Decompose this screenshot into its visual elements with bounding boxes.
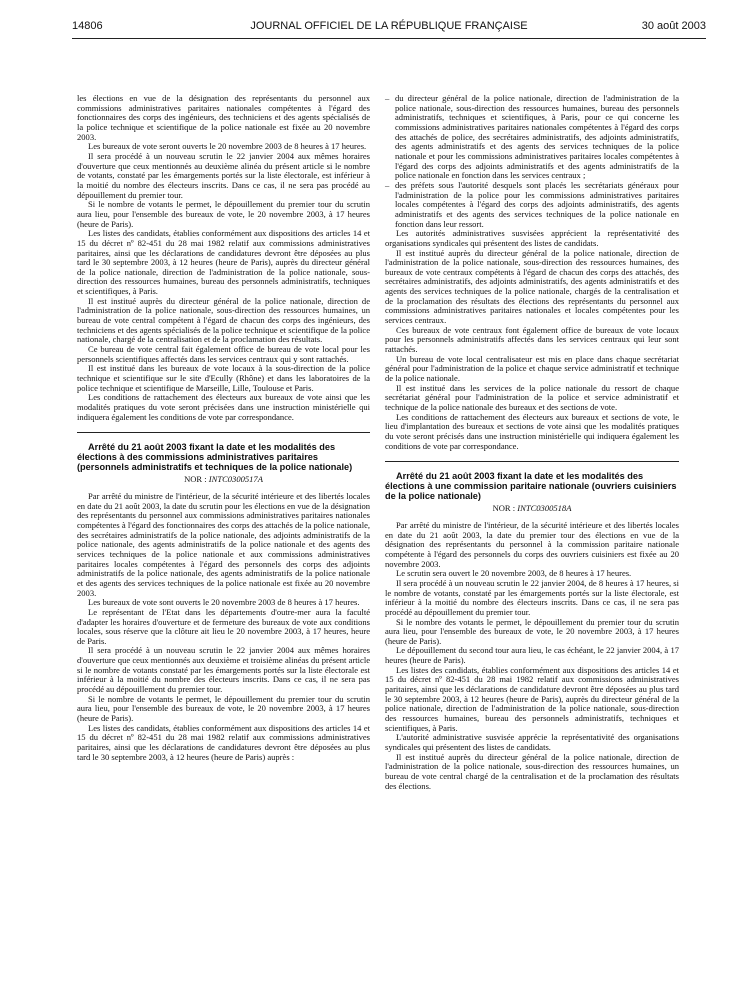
list-item: – du directeur général de la police nationale, direction de l'administration de la police nationale, sous-direction des ressources humaines, bureau des personnels administratifs, techniques et scientifiques, à Paris, pour ce qui concerne les commissions administratives paritaires nationales compétentes à l'égard des corps des attachés de police, des secrétaires administratifs, des adjoints administratifs, des agents administratifs et des agents des services techniques de la police nationale et pour les commissions administratives paritaires locales compétentes à l'égard des corps des adjoints administratifs et des agents administratifs de la police nationale en fonction dans les services centraux ;	[385, 94, 679, 181]
paragraph: Il est institué dans les services de la police nationale du ressort de chaque secrétariat général pour l'administration de la police et service administratif et technique de la police nationale des bureaux et des sections de vote.	[385, 382, 679, 412]
paragraph: Le représentant de l'Etat dans les départements d'outre-mer aura la faculté d'adapter les horaires d'ouverture et de fermeture des bureaux de vote aux conditions locales, sous réserve que la clôture ait lieu le 20 novembre 2003, à 17 heures, heure de Paris.	[77, 606, 370, 646]
right-paragraphs-b	[385, 521, 679, 791]
paragraph: Il sera procédé à un nouveau scrutin le 22 janvier 2004, de 8 heures à 17 heures, si le nombre de votants, constaté par les émargements portés sur la liste électorale, est inférieur à la moitié du nombre des électeurs inscrits. Dans ce cas, il ne sera pas procédé au dépouillement du premier tour.	[385, 577, 679, 617]
nor-label: NOR :	[184, 474, 207, 485]
paragraph: Un bureau de vote local centralisateur est mis en place dans chaque secrétariat général pour l'administration de la police et chaque service administratif et technique de la police nationale.	[385, 353, 679, 384]
nor-reference	[385, 504, 679, 514]
paragraph: Il est institué auprès du directeur général de la police nationale, direction de l'administration de la police nationale, sous-direction des ressources humaines, des bureaux de vote centraux compétents à l'égard de chacun des corps des attachés, des secrétaires administratifs, des adjoints administratifs, des agents administratifs et des agents des services techniques de la police nationale, chargés de la centralisation et de la proclamation des résultats des élections des représentants du personnel aux commissions administratives paritaires nationales et locales compétentes pour les services centraux.	[385, 247, 679, 326]
nor-label: NOR :	[492, 503, 516, 514]
paragraph: Ce bureau de vote central fait également office de bureau de vote local pour les personnels scientifiques affectés dans les services centraux qui y sont rattachés.	[77, 344, 370, 364]
paragraph: Les bureaux de vote seront ouverts le 20 novembre 2003 de 8 heures à 17 heures.	[88, 141, 367, 152]
paragraph: Le dépouillement du second tour aura lieu, le cas échéant, le 22 janvier 2004, à 17 heures (heure de Paris).	[385, 645, 679, 666]
paragraph: les élections en vue de la désignation des représentants du personnel aux commissions administratives paritaires nationales compétentes à l'égard des fonctionnaires des corps des ingénieurs, des techniciens et des agents spécialisés de la police technique et scientifique de la police nationale est fixée au 20 novembre 2003.	[77, 93, 370, 142]
paragraph: Par arrêté du ministre de l'intérieur, de la sécurité intérieure et des libertés locales en date du 21 août 2003, la date du premier tour des élections en vue de la désignation des représentants du personnel à la commission paritaire nationale compétente à l'égard des personnels du corps des ouvriers cuisiniers est fixée au 20 novembre 2003.	[385, 519, 679, 569]
left-paragraphs-a	[77, 94, 370, 422]
paragraph: Les listes des candidats, établies conformément aux dispositions des articles 14 et 15 du décret nº 82-451 du 28 mai 1982 relatif aux commissions administratives paritaires, ainsi que les déclarations de candidatures devront être déposées au plus tard le 30 septembre 2003, à 12 heures (heure de Paris), auprès du directeur général de la police nationale, direction de l'administration de la police nationale, sous-direction des ressources humaines, bureau des personnels administratifs, techniques et scientifiques, à Paris.	[77, 228, 370, 297]
paragraph: Par arrêté du ministre de l'intérieur, de la sécurité intérieure et des libertés locales en date du 21 août 2003, la date du scrutin pour les élections en vue de la désignation des représentants du personnel aux commissions administratives paritaires nationales compétentes à l'égard des fonctionnaires des corps des attachés de la police nationale, des secrétaires administratifs de la police nationale, des adjoints administratifs de la police nationale, des agents administratifs de la police nationale et des agents des services techniques de la police nationale et aux commissions administratives paritaires locales compétentes à l'égard des personnels des corps des adjoints administratifs de la police nationale, des agents administratifs de la police nationale et des agents des services techniques de la police nationale est fixée au 20 novembre 2003.	[77, 490, 370, 598]
paragraph: Il sera procédé à un nouveau scrutin le 22 janvier 2004 aux mêmes horaires d'ouverture que ceux mentionnés aux deuxième et troisième alinéas du présent article si le nombre de votants constaté par les émargements portés sur la liste électorale est inférieur à la moitié du nombre des électeurs inscrits. Dans ce cas, il ne sera pas procédé au dépouillement du premier tour.	[77, 645, 370, 695]
nor-code: INTC0300517A	[208, 474, 263, 485]
page-number: 14806	[72, 20, 103, 32]
paragraph: Il sera procédé à un nouveau scrutin le 22 janvier 2004 aux mêmes horaires d'ouverture que ceux mentionnés au deuxième alinéa du présent article si le nombre de votants, constaté par les émargements portés sur la liste électorale, est inférieur à la moitié du nombre des électeurs inscrits. Dans ce cas, il ne sera pas procédé au dépouillement du premier tour.	[77, 150, 370, 200]
nor-code: INTC0300518A	[517, 503, 572, 514]
paragraph: Il est institué auprès du directeur général de la police nationale, direction de l'administration de la police nationale, sous-direction des ressources humaines, un bureau de vote central chargé de la centralisation et de la proclamation des résultats des élections.	[385, 751, 679, 791]
paragraph: Le scrutin sera ouvert le 20 novembre 2003, de 8 heures à 17 heures.	[396, 568, 632, 579]
nor-reference	[77, 475, 370, 485]
paragraph: Les autorités administratives susvisées apprécient la représentativité des organisations syndicales qui présentent des listes de candidats.	[385, 228, 679, 248]
paragraph: Si le nombre de votants le permet, le dépouillement du premier tour du scrutin aura lieu, pour l'ensemble des bureaux de vote, le 20 novembre 2003, à 17 heures (heure de Paris).	[77, 199, 370, 229]
section-separator	[385, 461, 679, 462]
paragraph: Les conditions de rattachement des électeurs aux bureaux de vote ainsi que les modalités pratiques du vote seront précisées dans une instruction ministérielle qui indiquera également les conditions de vote par correspondance.	[77, 392, 370, 422]
publication-date: 30 août 2003	[641, 20, 706, 32]
decree-title: Arrêté du 21 août 2003 fixant la date et les modalités des élections à des commissions administratives paritaires (personnels administratifs et techniques de la police nationale)	[77, 442, 353, 473]
left-paragraphs-b	[77, 492, 370, 762]
paragraph: Il est institué auprès du directeur général de la police nationale, direction de l'administration de la police nationale, sous-direction des ressources humaines, un bureau de vote central compétent à l'égard de chacun des corps des ingénieurs, des techniciens et des agents spécialisés de la police technique et scientifique de la police nationale, chargé de la centralisation et de la proclamation des résultats.	[77, 295, 370, 345]
section-separator	[77, 432, 370, 433]
right-paragraphs-a	[385, 229, 679, 451]
list-item: – des préfets sous l'autorité desquels sont placés les secrétariats généraux pour l'administration de la police pour les commissions administratives paritaires locales compétentes à l'égard des corps des adjoints administratifs, des agents administratifs et des agents des services techniques de la police nationale en fonction dans leur ressort.	[385, 181, 679, 229]
paragraph: Les listes des candidats, établies conformément aux dispositions des articles 14 et 15 du décret nº 82-451 du 28 mai 1982 relatif aux commissions administratives paritaires, ainsi que les déclarations de candidatures devront être déposées au plus tard le 30 septembre 2003, à 12 heures (heure de Paris) auprès :	[77, 722, 370, 762]
header-rule	[72, 38, 706, 39]
paragraph: Ces bureaux de vote centraux font également office de bureaux de vote locaux pour les personnels administratifs affectés dans les services centraux qui leur sont rattachés.	[385, 324, 679, 355]
paragraph: Les bureaux de vote sont ouverts le 20 novembre 2003 de 8 heures à 17 heures.	[88, 597, 360, 608]
paragraph: Si le nombre de votants le permet, le dépouillement du premier tour du scrutin aura lieu, pour l'ensemble des bureaux de vote, le 20 novembre 2003, à 17 heures (heure de Paris).	[77, 693, 370, 724]
paragraph: Les conditions de rattachement des électeurs aux bureaux et sections de vote, le lieu d'implantation des bureaux et sections de vote ainsi que les modalités pratiques du vote seront précisés dans une instruction ministérielle qui indiquera également les conditions de vote par correspondance.	[385, 411, 679, 451]
paragraph: Les listes des candidats, établies conformément aux dispositions des articles 14 et 15 du décret nº 82-451 du 28 mai 1982 relatif aux commissions administratives paritaires, ainsi que les déclarations de candidature devront être déposées au plus tard le 30 septembre 2003, à 12 heures (heure de Paris), auprès du directeur général de la police nationale, direction de l'administration de la police nationale, sous-direction des ressources humaines, bureau des personnels administratifs, techniques et scientifiques, à Paris.	[385, 664, 679, 733]
journal-title: JOURNAL OFFICIEL DE LA RÉPUBLIQUE FRANÇAISE	[250, 20, 528, 32]
paragraph: Il est institué dans les bureaux de vote locaux à la sous-direction de la police technique et scientifique sur le site d'Ecully (Rhône) et dans les laboratoires de la police technique et scientifique de Marseille, Lille, Toulouse et Paris.	[77, 363, 370, 393]
right-column	[385, 94, 679, 791]
decree-title: Arrêté du 21 août 2003 fixant la date et les modalités des élections à une commission paritaire nationale (ouvriers cuisiniers de la police nationale)	[385, 471, 677, 502]
paragraph: L'autorité administrative susvisée apprécie la représentativité des organisations syndicales qui présentent des listes de candidats.	[385, 732, 679, 753]
left-column	[77, 94, 370, 762]
paragraph: Si le nombre des votants le permet, le dépouillement du premier tour du scrutin aura lieu, pour l'ensemble des bureaux de vote, le 20 novembre 2003, à 17 heures (heure de Paris).	[385, 616, 679, 646]
dash-list	[385, 94, 679, 229]
page-header	[72, 20, 706, 38]
